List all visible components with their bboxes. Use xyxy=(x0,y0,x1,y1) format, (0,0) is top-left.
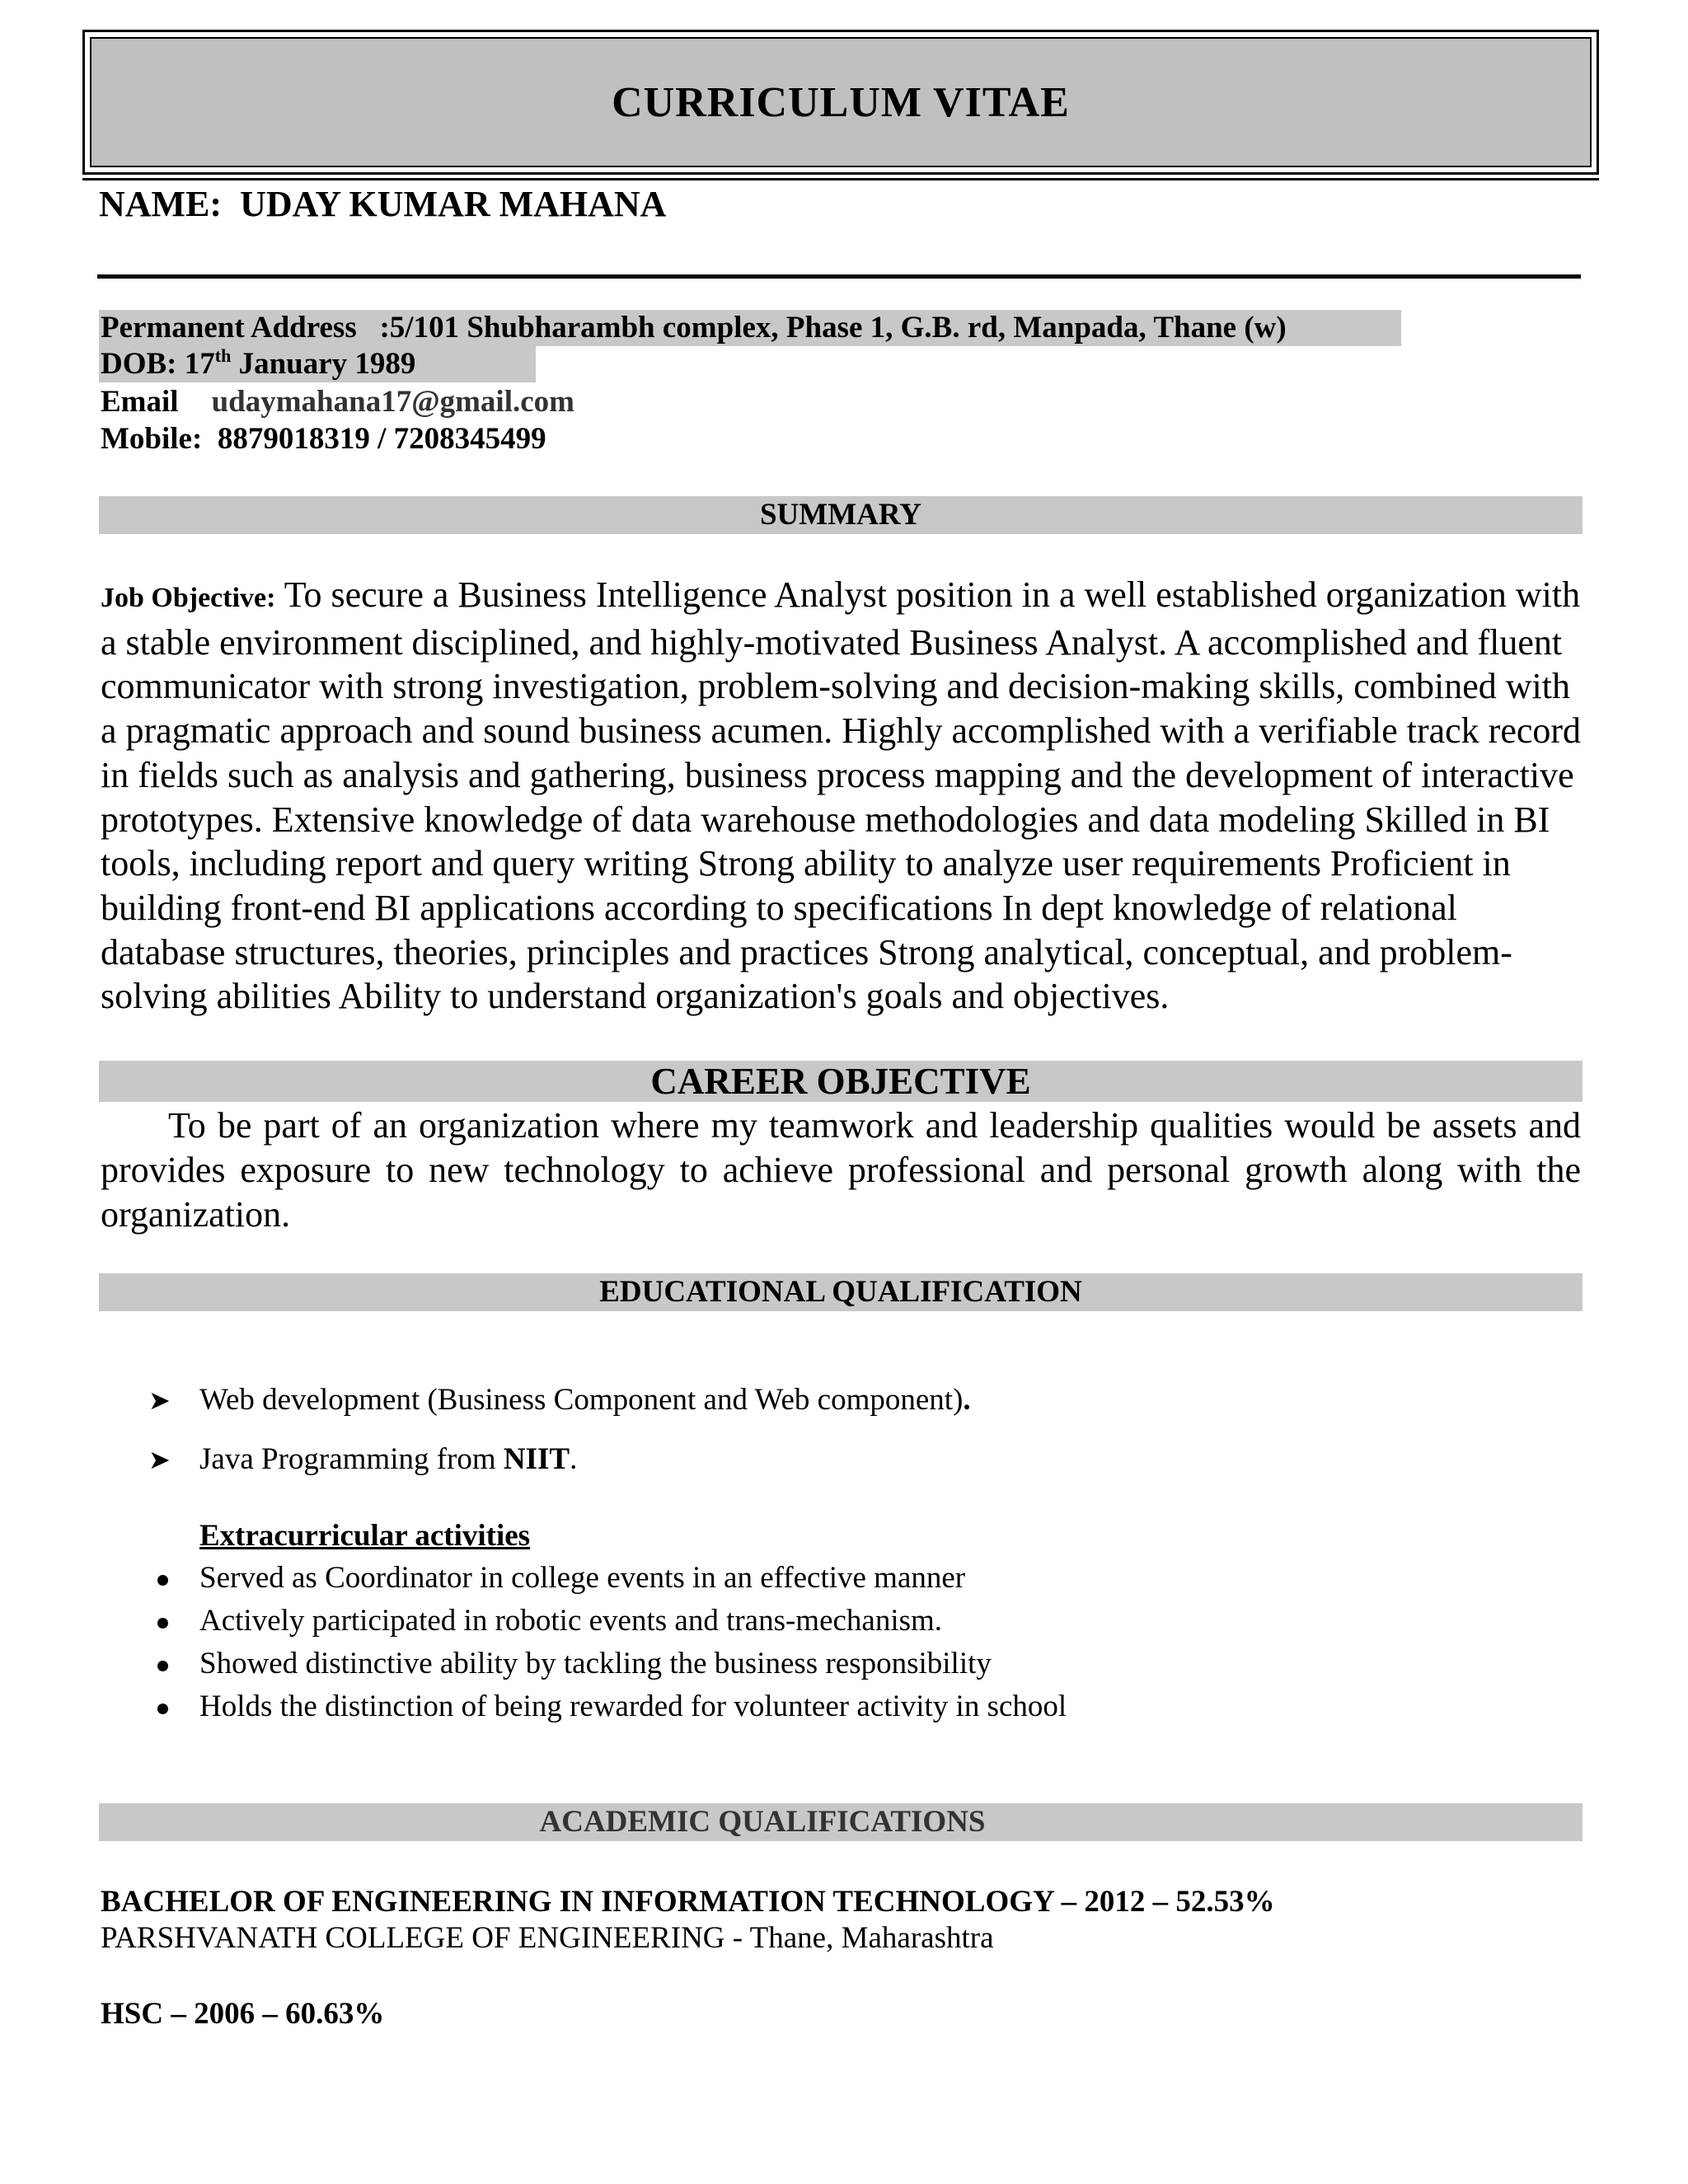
address-line xyxy=(99,310,1401,346)
name-label: NAME: xyxy=(99,184,223,224)
address-value: :5/101 Shubharambh complex, Phase 1, G.B. rd, Manpada, Thane (w) xyxy=(379,311,1287,344)
education-item-end: . xyxy=(963,1383,971,1417)
education-item-text: Web development (Business Component and Web component) xyxy=(199,1383,964,1417)
extracurricular-item: Holds the distinction of being rewarded for volunteer activity in school xyxy=(199,1690,1067,1723)
bullet-icon xyxy=(157,1618,168,1629)
dob-label: DOB: xyxy=(101,347,177,381)
dob-day: 17 xyxy=(184,347,215,381)
name-line xyxy=(99,183,666,225)
summary-text: To secure a Business Intelligence Analyst position in a well established organization with a stable environment disciplined, and highly-motivated Business Analyst. A accomplished and fluent communicator with strong investigation, problem-solving and decision-making skills, combined with a pragmatic approach and sound business acumen. Highly accomplished with a verifiable track record in fields such as analysis and gathering, business process mapping and the development of interactive prototypes. Extensive knowledge of data warehouse methodologies and data modeling Skilled in BI tools, including report and query writing Strong ability to analyze user requirements Proficient in building front-end BI applications according to specifications In dept knowledge of relational database structures, theories, principles and practices Strong analytical, conceptual, and problem-solving abilities Ability to understand organization's goals and objectives. xyxy=(101,574,1582,1017)
education-item-text: Java Programming from xyxy=(199,1442,504,1476)
extracurricular-heading: Extracurricular activities xyxy=(199,1519,531,1553)
academic-heading xyxy=(99,1803,1582,1841)
education-item-bold: NIIT xyxy=(503,1442,570,1476)
academic-degree: BACHELOR OF ENGINEERING IN INFORMATION TECHNOLOGY – 2012 – 52.53% xyxy=(101,1885,1275,1919)
career-paragraph: To be part of an organization where my teamwork and leadership qualities would be assets and provides exposure to new technology to achieve professional and personal growth along with the organization. xyxy=(101,1105,1581,1235)
page-title: CURRICULUM VITAE xyxy=(612,78,1070,126)
academic-hsc: HSC – 2006 – 60.63% xyxy=(101,1997,385,2031)
email-line xyxy=(101,384,574,420)
bullet-icon xyxy=(157,1661,168,1671)
title-underline xyxy=(82,178,1599,180)
dob-rest: January 1989 xyxy=(238,347,416,381)
address-label: Permanent Address xyxy=(101,311,357,344)
mobile-label: Mobile: xyxy=(101,422,203,456)
career-heading: CAREER OBJECTIVE xyxy=(99,1061,1582,1102)
extracurricular-item: Served as Coordinator in college events in an effective manner xyxy=(199,1561,966,1595)
arrow-bullet-icon: ➤ xyxy=(148,1445,171,1474)
bullet-icon xyxy=(157,1704,168,1714)
extracurricular-item: Actively participated in robotic events and trans-mechanism. xyxy=(199,1604,943,1638)
mobile-line xyxy=(101,421,546,457)
education-item-end: . xyxy=(570,1442,578,1476)
education-heading: EDUCATIONAL QUALIFICATION xyxy=(99,1273,1582,1311)
title-inner xyxy=(90,37,1592,167)
email-label: Email xyxy=(101,385,179,419)
academic-heading-text: ACADEMIC QUALIFICATIONS xyxy=(539,1805,986,1839)
dob-suffix: th xyxy=(214,345,232,366)
job-objective-label: Job Objective xyxy=(101,583,267,613)
email-value: udaymahana17@gmail.com xyxy=(211,385,574,419)
summary-paragraph: Job Objective: To secure a Business Intelligence Analyst position in a well established organization with a stable environment disciplined, and highly-motivated Business Analyst. A accomplished and fluent communicator with strong investigation, problem-solving and decision-making skills, combined with a pragmatic approach and sound business acumen. Highly accomplished with a verifiable track record in fields such as analysis and gathering, business process mapping and the development of interactive prototypes. Extensive knowledge of data warehouse methodologies and data modeling Skilled in BI tools, including report and query writing Strong ability to analyze user requirements Proficient in building front-end BI applications according to specifications In dept knowledge of relational database structures, theories, principles and practices Strong analytical, conceptual, and problem-solving abilities Ability to understand organization's goals and objectives. xyxy=(101,574,1582,1017)
name-rule xyxy=(97,274,1581,279)
dob-line xyxy=(99,346,536,382)
academic-college: PARSHVANATH COLLEGE OF ENGINEERING - Thane, Maharashtra xyxy=(101,1921,994,1955)
arrow-bullet-icon: ➤ xyxy=(148,1385,171,1415)
summary-heading: SUMMARY xyxy=(99,496,1582,534)
title-box xyxy=(82,30,1599,175)
mobile-value: 8879018319 / 7208345499 xyxy=(217,422,546,456)
extracurricular-item: Showed distinctive ability by tackling the business responsibility xyxy=(199,1647,992,1680)
bullet-icon xyxy=(157,1575,168,1586)
name-value: UDAY KUMAR MAHANA xyxy=(240,184,667,224)
